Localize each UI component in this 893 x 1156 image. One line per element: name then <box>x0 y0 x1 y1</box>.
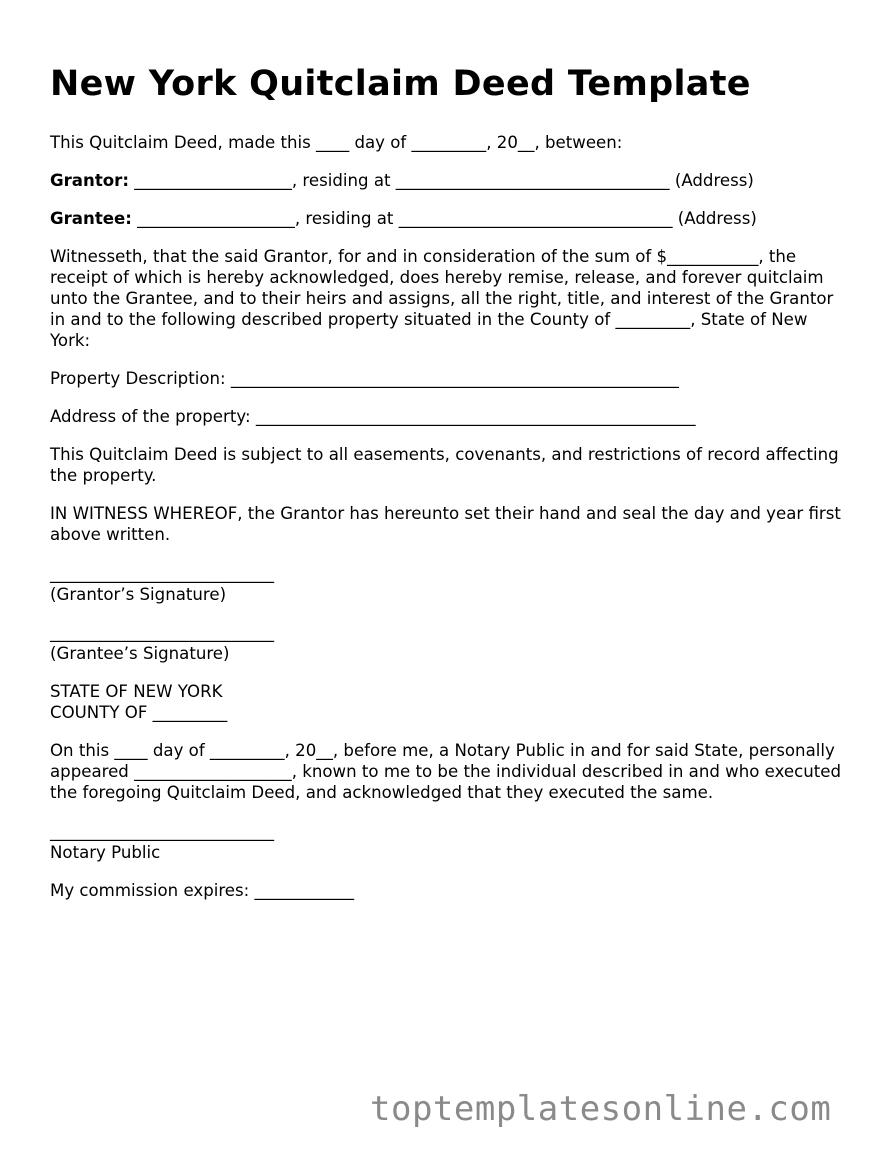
grantee-signature-block <box>50 622 850 664</box>
grantor-line <box>50 170 850 191</box>
grantee-label: Grantee: <box>50 209 132 228</box>
witnesseth-paragraph: Witnesseth, that the said Grantor, for and in consideration of the sum of $___________, the receipt of which is hereby acknowledged, does hereby remise, release, and forever quitclaim unto the Grantee, and to their heirs and assigns, all the right, title, and interest of the Grantor in and to the following described property situated in the County of _________, State of New York: <box>50 247 834 350</box>
grantor-fields: ___________________, residing at _________________________________ (Address) <box>128 171 754 190</box>
in-witness-paragraph: IN WITNESS WHEREOF, the Grantor has hereunto set their hand and seal the day and year first above written. <box>50 504 841 544</box>
intro-paragraph: This Quitclaim Deed, made this ____ day of _________, 20__, between: <box>50 133 623 152</box>
state-line: STATE OF NEW YORK <box>50 682 223 701</box>
subject-to-paragraph: This Quitclaim Deed is subject to all easements, covenants, and restrictions of record affecting the property. <box>50 445 839 485</box>
grantee-signature-line: ___________________________ <box>50 623 275 642</box>
site-watermark: toptemplatesonline.com <box>370 1089 832 1129</box>
notary-signature-line: ___________________________ <box>50 822 275 841</box>
property-description-line: Property Description: ______________________________________________________ <box>50 369 679 388</box>
document-title: New York Quitclaim Deed Template <box>50 64 751 104</box>
grantor-signature-block <box>50 563 850 605</box>
grantor-label: Grantor: <box>50 171 129 190</box>
notary-paragraph: On this ____ day of _________, 20__, before me, a Notary Public in and for said State, personally appeared ___________________, known to me to be the individual described in and who executed the foregoing Quitclaim Deed, and acknowledged that they executed the same. <box>50 741 841 802</box>
county-line: COUNTY OF _________ <box>50 703 228 722</box>
property-address-line: Address of the property: _____________________________________________________ <box>50 407 696 426</box>
grantee-line <box>50 208 850 229</box>
notary-signature-block <box>50 821 850 863</box>
notary-signature-label: Notary Public <box>50 843 161 862</box>
grantor-signature-line: ___________________________ <box>50 564 275 583</box>
venue-block <box>50 681 850 723</box>
grantor-signature-label: (Grantor’s Signature) <box>50 585 227 604</box>
grantee-fields: ___________________, residing at _________________________________ (Address) <box>131 209 757 228</box>
commission-line: My commission expires: ____________ <box>50 881 355 900</box>
grantee-signature-label: (Grantee’s Signature) <box>50 644 230 663</box>
document-page <box>50 58 850 901</box>
